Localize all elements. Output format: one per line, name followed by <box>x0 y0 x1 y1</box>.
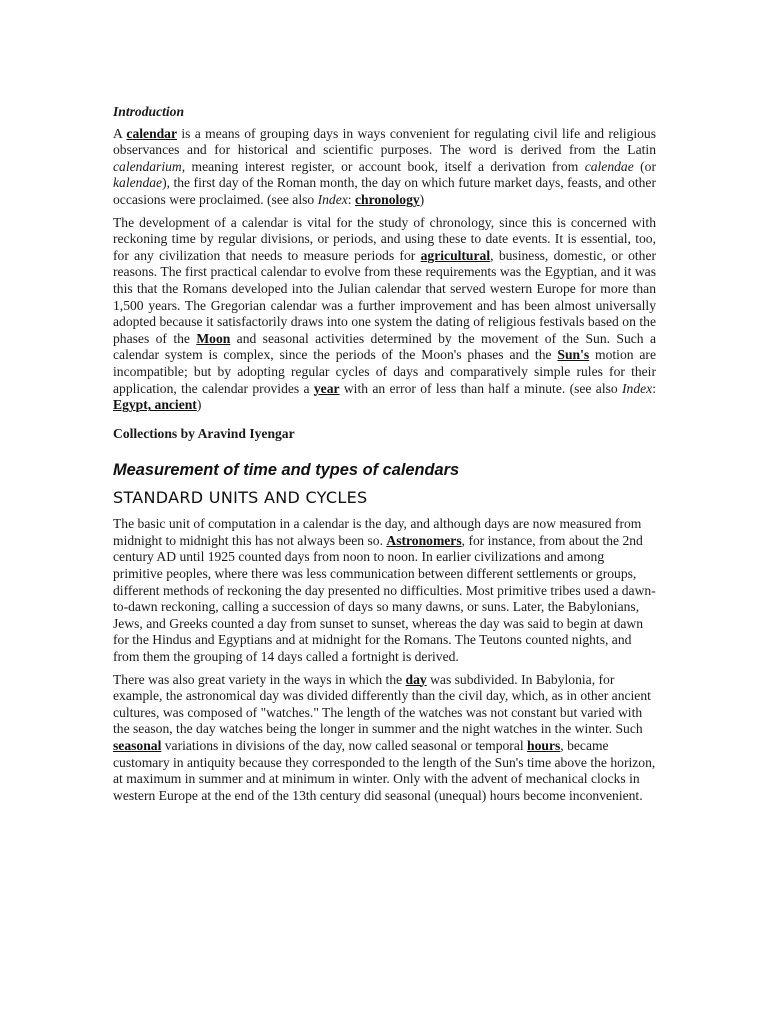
link-chronology[interactable]: chronology <box>354 191 420 207</box>
link-calendar[interactable]: calendar <box>126 125 178 141</box>
intro-heading: Introduction <box>113 104 185 119</box>
link-seasonal[interactable]: seasonal <box>113 738 162 753</box>
measurement-heading: Measurement of time and types of calendars <box>113 461 460 480</box>
link-astronomers[interactable]: Astronomers <box>386 532 462 548</box>
link-year[interactable]: year <box>313 380 340 396</box>
link-hours[interactable]: hours <box>527 738 561 753</box>
link-agricultural[interactable]: agricultural <box>420 247 491 263</box>
intro-paragraph-2: The development of a calendar is vital for the study of chronology, since this is concerned with reckoning time by regular divisions, or periods, and using these to date events. It is essential, too, for any civilization that needs to measure periods for agricultural, business, domestic, or other reasons. The first practical calendar to evolve from these requirements was the Egyptian, and it was this that the Romans developed into the Julian calendar that served western Europe for more than 1,500 years. The Gregorian calendar was a further improvement and has been almost universally adopted because it satisfactorily draws into one system the dating of religious festivals based on the phases of the Moon and seasonal activities determined by the movement of the Sun. Such a calendar system is complex, since the periods of the Moon's phases and the Sun's motion are incompatible; but by adopting regular cycles of days and comparatively simple rules for their application, the calendar provides a year with an error of less than half a minute. (see also Index: Egypt, ancient) <box>113 214 657 413</box>
link-egypt-ancient[interactable]: Egypt, ancient <box>113 397 197 413</box>
intro-paragraph-1: A calendar is a means of grouping days in ways convenient for regulating civil life and religious observances and for historical and scientific purposes. The word is derived from the Latin calendarium, meaning interest register, or account book, itself a derivation from calendae (or kalendae), the first day of the Roman month, the day on which future market days, feasts, and other occasions were proclaimed. (see also Index: chronology) <box>113 125 656 207</box>
collections-credit: Collections by Aravind Iyengar <box>113 425 295 441</box>
link-moon[interactable]: Moon <box>196 330 231 346</box>
link-suns[interactable]: Sun's <box>557 347 590 363</box>
link-day[interactable]: day <box>405 671 427 687</box>
document-page <box>113 104 656 804</box>
units-paragraph-1: The basic unit of computation in a calendar is the day, and although days are now measured from midnight to midnight this has not always been so. Astronomers, for instance, from about the 2nd century AD until 1925 counted days from noon to noon. In earlier civilizations and among primitive peoples, where there was less communication between different settlements or groups, different methods of reckoning the day presented no difficulties. Most primitive tribes used a dawn-to-dawn reckoning, calling a succession of days so many dawns, or suns. Later, the Babylonians, Jews, and Greeks counted a day from sunset to sunset, whereas the day was said to begin at dawn for the Hindus and Egyptians and at midnight for the Romans. The Teutons counted nights, and from them the grouping of 14 days called a fortnight is derived. <box>113 516 656 665</box>
units-paragraph-2: There was also great variety in the ways in which the day was subdivided. In Babylonia, for example, the astronomical day was divided differently than the civil day, which, as in other ancient cultures, was composed of "watches." The length of the watches was not constant but varied with the season, the day watches being the longer in summer and the night watches in the winter. Such seasonal variations in divisions of the day, now called seasonal or temporal hours, became customary in antiquity because they corresponded to the length of the Sun's time above the horizon, at maximum in summer and at minimum in winter. Only with the advent of mechanical clocks in western Europe at the end of the 13th century did seasonal (unequal) hours become inconvenient. <box>113 671 656 803</box>
units-heading: STANDARD UNITS AND CYCLES <box>113 488 368 508</box>
